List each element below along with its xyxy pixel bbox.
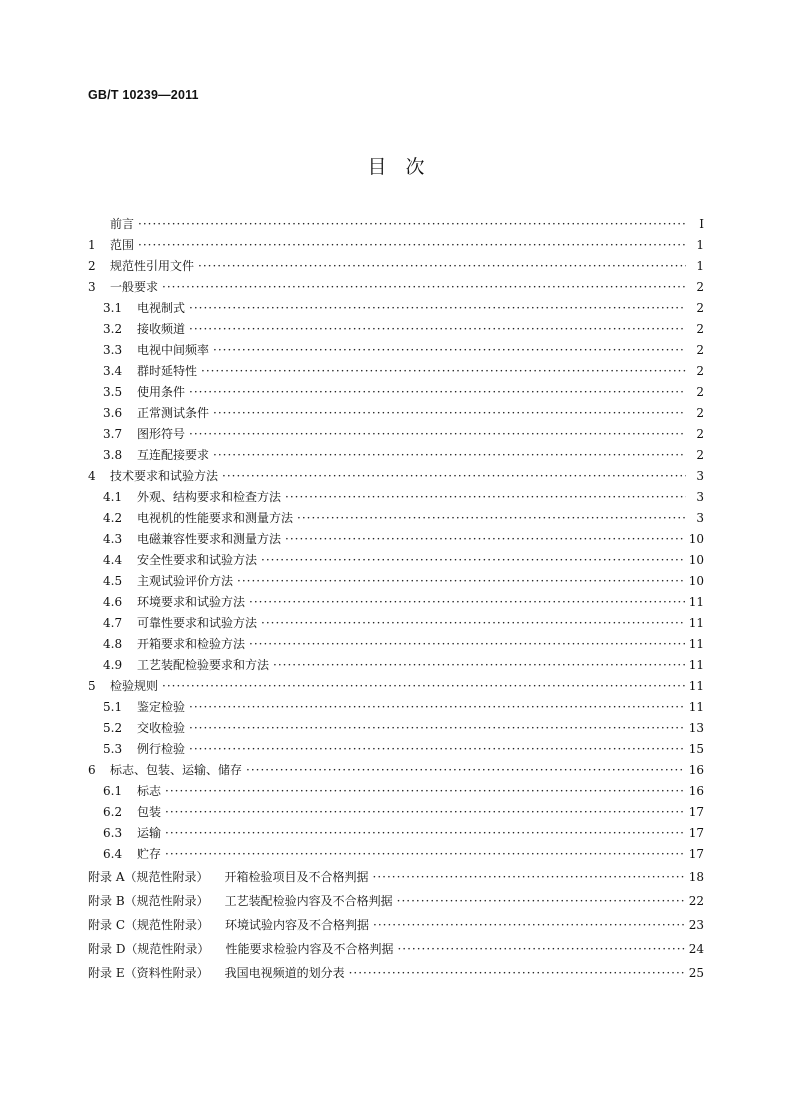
toc-entry[interactable] <box>88 823 704 844</box>
toc-entry-number: 4.1 <box>103 490 123 504</box>
toc-dot-leader <box>261 550 685 571</box>
toc-entry-number: 4.4 <box>103 553 123 567</box>
toc-entry-page: Ⅰ <box>699 217 704 231</box>
toc-entry-number: 2 <box>88 259 96 273</box>
toc-entry-page: 2 <box>696 427 704 441</box>
toc-dot-leader <box>249 634 685 655</box>
toc-dot-leader <box>273 655 685 676</box>
toc-entry-number: 6 <box>88 763 96 777</box>
toc-dot-leader <box>297 508 686 529</box>
toc-entry[interactable] <box>88 298 704 319</box>
toc-entry-number: 3 <box>88 280 96 294</box>
toc-entry-number: 3.1 <box>103 301 123 315</box>
toc-entry-number: 6.4 <box>103 847 123 861</box>
toc-entry-page: 11 <box>688 595 704 609</box>
toc-entry-number: 3.6 <box>103 406 123 420</box>
toc-entry-page: 2 <box>696 406 704 420</box>
toc-entry[interactable] <box>88 382 704 403</box>
toc-entry-label: 环境试验内容及不合格判据 <box>225 918 370 932</box>
toc-entry[interactable] <box>88 913 704 937</box>
toc-entry-number: 3.7 <box>103 427 123 441</box>
toc-dot-leader <box>237 571 685 592</box>
toc-entry-page: 1 <box>696 259 704 273</box>
toc-dot-leader <box>397 937 684 961</box>
toc-entry-number: 1 <box>88 238 96 252</box>
toc-dot-leader <box>189 319 686 340</box>
toc-entry-page: 24 <box>688 942 704 956</box>
toc-entry-label: 电视中间频率 <box>137 343 210 357</box>
toc-entry[interactable] <box>88 424 704 445</box>
toc-entry-number: 4.5 <box>103 574 123 588</box>
toc-entry-number: 附录 E（资料性附录） <box>88 966 209 980</box>
toc-entry-label: 检验规则 <box>110 679 159 693</box>
toc-entry-label: 外观、结构要求和检查方法 <box>137 490 282 504</box>
toc-dot-leader <box>165 844 685 865</box>
toc-entry[interactable] <box>88 277 704 298</box>
toc-entry-page: 2 <box>696 385 704 399</box>
toc-entry[interactable] <box>88 256 704 277</box>
toc-entry[interactable] <box>88 889 704 913</box>
toc-entry-label: 交收检验 <box>137 721 186 735</box>
toc-entry[interactable] <box>88 235 704 256</box>
toc-dot-leader <box>222 466 686 487</box>
toc-entry-label: 运输 <box>137 826 162 840</box>
toc-entry-number: 3.4 <box>103 364 123 378</box>
toc-dot-leader <box>189 424 686 445</box>
toc-entry[interactable] <box>88 487 704 508</box>
toc-entry-number: 4.2 <box>103 511 123 525</box>
toc-entry-page: 18 <box>688 870 704 884</box>
toc-dot-leader <box>162 676 685 697</box>
toc-entry-number: 3.2 <box>103 322 123 336</box>
toc-entry-label: 环境要求和试验方法 <box>137 595 246 609</box>
toc-dot-leader <box>349 961 685 985</box>
toc-dot-leader <box>189 697 685 718</box>
toc-entry[interactable] <box>88 445 704 466</box>
toc-entry-number: 附录 B（规范性附录） <box>88 894 209 908</box>
toc-entry[interactable] <box>88 340 704 361</box>
toc-entry-page: 10 <box>688 553 704 567</box>
toc-dot-leader <box>397 889 685 913</box>
toc-dot-leader <box>249 592 685 613</box>
toc-entry-label: 工艺装配检验要求和方法 <box>137 658 270 672</box>
toc-entry[interactable] <box>88 529 704 550</box>
toc-entry[interactable] <box>88 802 704 823</box>
toc-dot-leader <box>261 613 685 634</box>
toc-entry[interactable] <box>88 844 704 865</box>
toc-entry-page: 3 <box>696 511 704 525</box>
toc-entry-page: 16 <box>688 763 704 777</box>
toc-dot-leader <box>138 235 686 256</box>
toc-entry-number: 6.1 <box>103 784 123 798</box>
toc-entry[interactable] <box>88 865 704 889</box>
toc-entry-label: 技术要求和试验方法 <box>110 469 219 483</box>
toc-dot-leader <box>138 214 686 235</box>
toc-entry-number: 4.9 <box>103 658 123 672</box>
toc-entry-number: 5.3 <box>103 742 123 756</box>
toc-dot-leader <box>285 487 686 508</box>
toc-entry-label: 贮存 <box>137 847 162 861</box>
standard-code: GB/T 10239—2011 <box>88 88 199 102</box>
toc-entry-number: 3.5 <box>103 385 123 399</box>
toc-entry-label: 电磁兼容性要求和测量方法 <box>137 532 282 546</box>
toc-entry-page: 1 <box>696 238 704 252</box>
toc-entry[interactable] <box>88 937 704 961</box>
toc-entry-page: 2 <box>696 301 704 315</box>
toc-entry[interactable] <box>88 760 704 781</box>
toc-dot-leader <box>189 739 685 760</box>
toc-entry-page: 2 <box>696 448 704 462</box>
toc-entry-page: 11 <box>688 679 704 693</box>
toc-entry[interactable] <box>88 571 704 592</box>
toc-entry-label: 我国电视频道的划分表 <box>224 966 345 980</box>
toc-entry-page: 22 <box>688 894 704 908</box>
toc-entry[interactable] <box>88 655 704 676</box>
toc-dot-leader <box>165 802 685 823</box>
toc-entry-number: 6.2 <box>103 805 123 819</box>
toc-entry-number: 附录 D（规范性附录） <box>88 942 210 956</box>
toc-dot-leader <box>165 781 685 802</box>
toc-entry[interactable] <box>88 592 704 613</box>
toc-entry-label: 前言 <box>110 217 135 231</box>
toc-entry-label: 电视制式 <box>137 301 186 315</box>
toc-entry-page: 13 <box>688 721 704 735</box>
toc-entry-label: 开箱检验项目及不合格判据 <box>224 870 369 884</box>
table-of-contents <box>88 214 704 985</box>
toc-entry[interactable] <box>88 466 704 487</box>
toc-entry-number: 5.1 <box>103 700 123 714</box>
toc-entry-label: 例行检验 <box>137 742 186 756</box>
toc-dot-leader <box>201 361 686 382</box>
toc-title: 目 次 <box>367 156 425 178</box>
toc-entry-number: 4.6 <box>103 595 123 609</box>
toc-entry[interactable] <box>88 508 704 529</box>
toc-entry-page: 10 <box>688 532 704 546</box>
toc-entry-page: 11 <box>688 700 704 714</box>
toc-entry-page: 11 <box>688 658 704 672</box>
toc-entry-label: 一般要求 <box>110 280 159 294</box>
toc-dot-leader <box>162 277 686 298</box>
toc-entry-label: 标志、包装、运输、储存 <box>110 763 243 777</box>
toc-entry-label: 互连配接要求 <box>137 448 210 462</box>
toc-entry-page: 23 <box>688 918 704 932</box>
toc-entry-page: 2 <box>696 280 704 294</box>
toc-entry[interactable] <box>88 697 704 718</box>
toc-entry-label: 正常测试条件 <box>137 406 210 420</box>
toc-entry[interactable] <box>88 634 704 655</box>
toc-entry-page: 2 <box>696 364 704 378</box>
toc-entry-page: 2 <box>696 343 704 357</box>
toc-entry-label: 鉴定检验 <box>137 700 186 714</box>
toc-entry-label: 主观试验评价方法 <box>137 574 234 588</box>
toc-entry[interactable] <box>88 676 704 697</box>
toc-entry-page: 17 <box>688 826 704 840</box>
toc-dot-leader <box>189 382 686 403</box>
toc-dot-leader <box>189 718 685 739</box>
toc-entry-page: 17 <box>688 805 704 819</box>
toc-entry-number: 附录 A（规范性附录） <box>88 870 209 884</box>
toc-entry[interactable] <box>88 214 704 235</box>
toc-entry[interactable] <box>88 361 704 382</box>
toc-entry-number: 5 <box>88 679 96 693</box>
toc-entry-label: 工艺装配检验内容及不合格判据 <box>224 894 393 908</box>
toc-entry-label: 图形符号 <box>137 427 186 441</box>
toc-entry-label: 接收频道 <box>137 322 186 336</box>
toc-entry-label: 使用条件 <box>137 385 186 399</box>
toc-entry-number: 4.7 <box>103 616 123 630</box>
toc-dot-leader <box>165 823 685 844</box>
toc-entry-label: 电视机的性能要求和测量方法 <box>137 511 294 525</box>
toc-dot-leader <box>213 445 686 466</box>
toc-entry-label: 群时延特性 <box>137 364 198 378</box>
toc-entry-page: 11 <box>688 616 704 630</box>
toc-entry-label: 开箱要求和检验方法 <box>137 637 246 651</box>
toc-entry-label: 可靠性要求和试验方法 <box>137 616 258 630</box>
toc-entry-page: 3 <box>696 490 704 504</box>
toc-entry-page: 10 <box>688 574 704 588</box>
toc-entry-label: 性能要求检验内容及不合格判据 <box>225 942 394 956</box>
toc-entry-number: 4.3 <box>103 532 123 546</box>
toc-entry-page: 16 <box>688 784 704 798</box>
toc-entry-label: 标志 <box>137 784 162 798</box>
toc-entry-number: 4 <box>88 469 96 483</box>
toc-dot-leader <box>285 529 685 550</box>
toc-entry-label: 范围 <box>110 238 135 252</box>
toc-entry-page: 25 <box>688 966 704 980</box>
toc-entry-number: 3.3 <box>103 343 123 357</box>
toc-entry-number: 6.3 <box>103 826 123 840</box>
toc-entry[interactable] <box>88 403 704 424</box>
toc-dot-leader <box>213 340 686 361</box>
toc-entry-number: 4.8 <box>103 637 123 651</box>
toc-dot-leader <box>189 298 686 319</box>
toc-dot-leader <box>198 256 686 277</box>
toc-entry[interactable] <box>88 781 704 802</box>
toc-entry-number: 5.2 <box>103 721 123 735</box>
toc-entry[interactable] <box>88 739 704 760</box>
toc-entry-label: 包装 <box>137 805 162 819</box>
toc-entry-page: 11 <box>688 637 704 651</box>
toc-entry[interactable] <box>88 718 704 739</box>
toc-entry[interactable] <box>88 961 704 985</box>
toc-entry-page: 2 <box>696 322 704 336</box>
toc-dot-leader <box>373 865 685 889</box>
toc-entry[interactable] <box>88 550 704 571</box>
toc-entry-label: 规范性引用文件 <box>110 259 195 273</box>
toc-entry-page: 15 <box>688 742 704 756</box>
toc-entry[interactable] <box>88 613 704 634</box>
toc-dot-leader <box>246 760 685 781</box>
toc-entry[interactable] <box>88 319 704 340</box>
toc-entry-number: 附录 C（规范性附录） <box>88 918 209 932</box>
toc-entry-page: 17 <box>688 847 704 861</box>
toc-entry-number: 3.8 <box>103 448 123 462</box>
toc-entry-page: 3 <box>696 469 704 483</box>
toc-entry-label: 安全性要求和试验方法 <box>137 553 258 567</box>
toc-dot-leader <box>213 403 686 424</box>
toc-dot-leader <box>373 913 685 937</box>
